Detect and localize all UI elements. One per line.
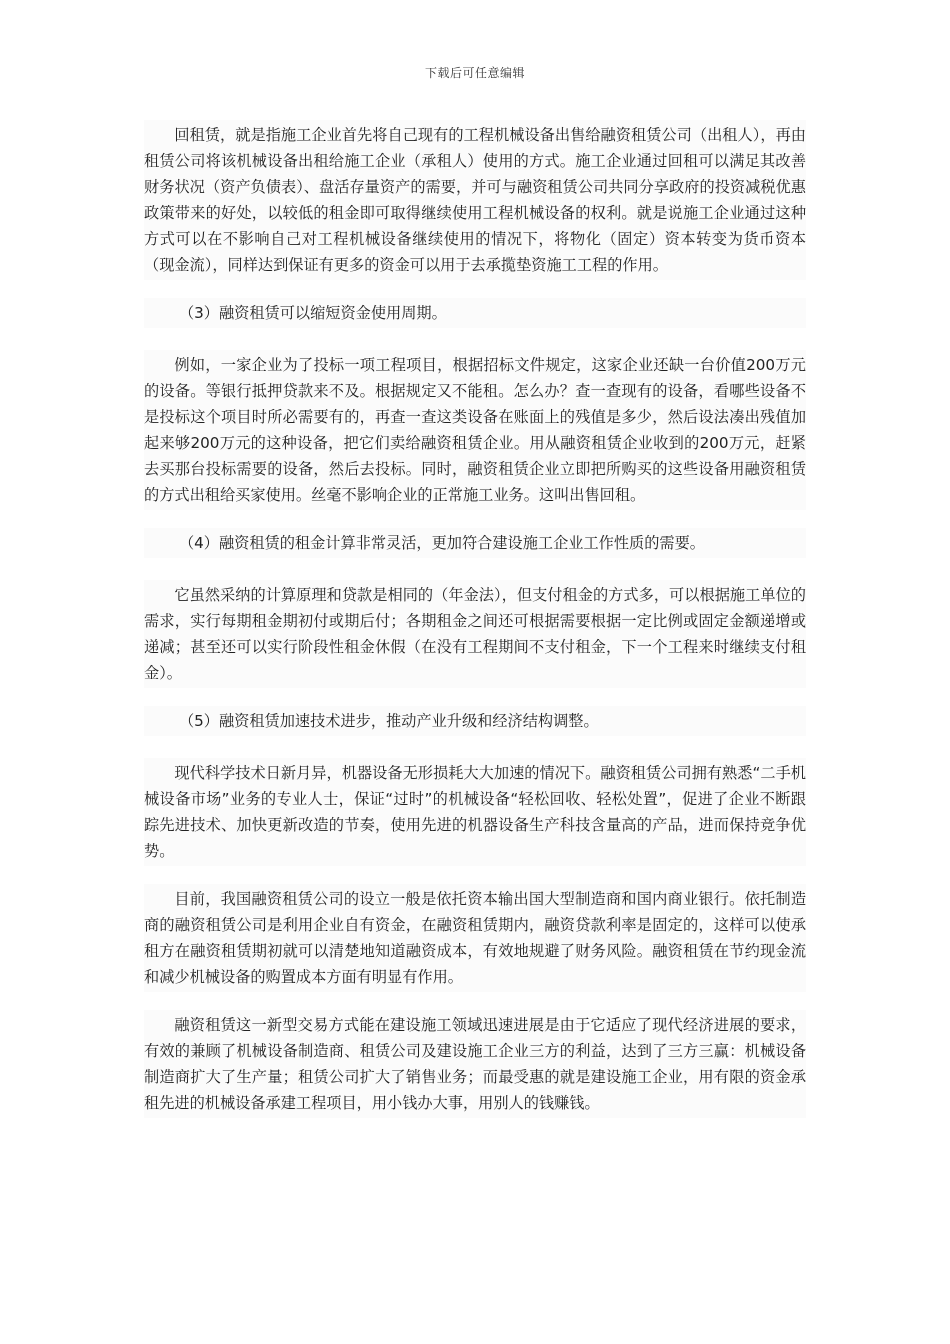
paragraph-leaseback: 回租赁，就是指施工企业首先将自己现有的工程机械设备出售给融资租赁公司（出租人），再由租赁公司将该机械设备出租给施工企业（承租人）使用的方式。施工企业通过回租可以满足其改善财务状况（资产负债表）、盘活存量资产的需要，并可与融资租赁公司共同分享政府的投资减税优惠政策带来的好处，以较低的租金即可取得继续使用工程机械设备的权利。就是说施工企业通过这种方式可以在不影响自己对工程机械设备继续使用的情况下，将物化（固定）资本转变为货币资本（现金流），同样达到保证有更多的资金可以用于去承揽垫资施工工程的作用。 xyxy=(144,120,806,280)
section-heading-5: （5）融资租赁加速技术进步，推动产业升级和经济结构调整。 xyxy=(144,706,806,736)
section-heading-4: （4）融资租赁的租金计算非常灵活，更加符合建设施工企业工作性质的需要。 xyxy=(144,528,806,558)
paragraph-technology: 现代科学技术日新月异，机器设备无形损耗大大加速的情况下。融资租赁公司拥有熟悉“二手机械设备市场”业务的专业人士，保证“过时”的机械设备“轻松回收、轻松处置”，促进了企业不断跟踪先进技术、加快更新改造的节奏，使用先进的机器设备生产科技含量高的产品，进而保持竞争优势。 xyxy=(144,758,806,866)
paragraph-example: 例如，一家企业为了投标一项工程项目，根据招标文件规定，这家企业还缺一台价值200万元的设备。等银行抵押贷款来不及。根据规定又不能租。怎么办？查一查现有的设备，看哪些设备不是投标这个项目时所必需要有的，再查一查这类设备在账面上的残值是多少，然后设法凑出残值加起来够200万元的这种设备，把它们卖给融资租赁企业。用从融资租赁企业收到的200万元，赶紧去买那台投标需要的设备，然后去投标。同时，融资租赁企业立即把所购买的这些设备用融资租赁的方式出租给买家使用。丝毫不影响企业的正常施工业务。这叫出售回租。 xyxy=(144,350,806,510)
section-heading-3: （3）融资租赁可以缩短资金使用周期。 xyxy=(144,298,806,328)
paragraph-current-status: 目前，我国融资租赁公司的设立一般是依托资本输出国大型制造商和国内商业银行。依托制造商的融资租赁公司是利用企业自有资金，在融资租赁期内，融资贷款利率是固定的，这样可以使承租方在融资租赁期初就可以清楚地知道融资成本，有效地规避了财务风险。融资租赁在节约现金流和减少机械设备的购置成本方面有明显有作用。 xyxy=(144,884,806,992)
paragraph-rent-calculation: 它虽然采纳的计算原理和贷款是相同的（年金法），但支付租金的方式多，可以根据施工单位的需求，实行每期租金期初付或期后付；各期租金之间还可根据需要根据一定比例或固定金额递增或递减；甚至还可以实行阶段性租金休假（在没有工程期间不支付租金，下一个工程来时继续支付租金）。 xyxy=(144,580,806,688)
document-body xyxy=(144,120,806,1136)
page-header: 下载后可任意编辑 xyxy=(424,66,525,80)
paragraph-conclusion: 融资租赁这一新型交易方式能在建设施工领域迅速进展是由于它适应了现代经济进展的要求，有效的兼顾了机械设备制造商、租赁公司及建设施工企业三方的利益，达到了三方三赢：机械设备制造商扩大了生产量；租赁公司扩大了销售业务；而最受惠的就是建设施工企业，用有限的资金承租先进的机械设备承建工程项目，用小钱办大事，用别人的钱赚钱。 xyxy=(144,1010,806,1118)
